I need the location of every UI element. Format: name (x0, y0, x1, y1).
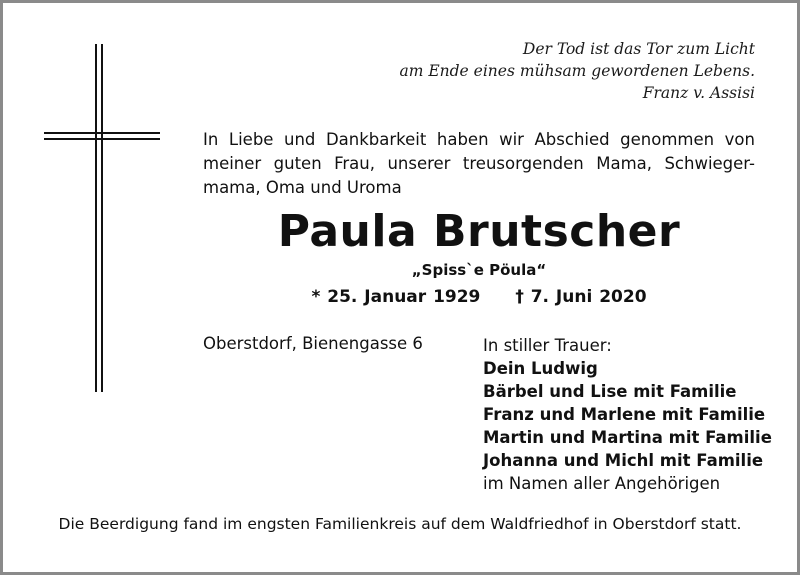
funeral-notice: Die Beerdigung fand im engsten Familienkreis auf dem Waldfriedhof in Oberstdorf statt. (58, 515, 742, 533)
intro-line: mama, Oma und Uroma (203, 178, 402, 197)
mourner-name: Johanna und Michl mit Familie (483, 451, 764, 470)
quote-line: Der Tod ist das Tor zum Licht (522, 40, 755, 58)
deceased-name: Paula Brutscher (277, 206, 681, 257)
cross-icon (44, 44, 160, 392)
quote-author: Franz v. Assisi (642, 84, 755, 102)
mourner-name: Bärbel und Lise mit Familie (483, 382, 737, 401)
address: Oberstdorf, Bienengasse 6 (203, 334, 423, 353)
mourner-name: Dein Ludwig (483, 359, 598, 378)
mourners-heading: In stiller Trauer: (483, 336, 612, 355)
birth-date: * 25. Januar 1929 (311, 287, 481, 307)
intro-line: meiner guten Frau, unserer treusorgenden Mama, Schwieger- (203, 154, 755, 173)
quote-block (399, 38, 755, 104)
deceased-nickname: „Spiss`e Pöula“ (411, 261, 547, 279)
intro-text (203, 128, 755, 200)
death-date: † 7. Juni 2020 (515, 287, 647, 307)
life-dates (203, 287, 755, 307)
intro-line: In Liebe und Dankbarkeit haben wir Abschied genommen von (203, 130, 755, 149)
mourners-closing: im Namen aller Angehörigen (483, 474, 721, 493)
mourners-block (483, 334, 772, 495)
mourner-name: Martin und Martina mit Familie (483, 428, 772, 447)
quote-line: am Ende eines mühsam gewordenen Lebens. (399, 62, 755, 80)
mourner-name: Franz und Marlene mit Familie (483, 405, 766, 424)
